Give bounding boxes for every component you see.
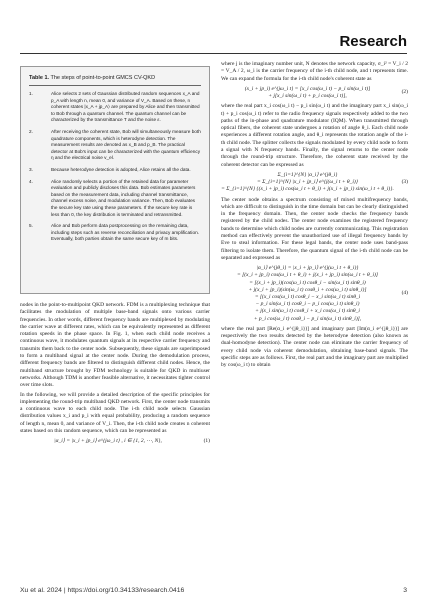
table-1 xyxy=(20,66,210,294)
equation-number: (2) xyxy=(401,89,408,96)
paragraph: where j is the imaginary number unit, N denotes the network capacity, σ_i² = V_i / 2 = V_A / 2, ω_i is the carrier frequency of the i-th child node, and t represents time. We can expand the formula for the i-th child node's coherent state as xyxy=(221,61,408,82)
page-number: 3 xyxy=(403,587,407,594)
step-number: 4. xyxy=(29,178,33,184)
table-title: The steps of point-to-point GMCS CV-QKD xyxy=(50,75,156,81)
header-rule xyxy=(20,53,407,54)
journal-name: Research xyxy=(339,33,407,50)
paragraph: where the real part x_i cos(ω_i t) − p_i sin(ω_i t) and the imaginary part x_i sin(ω_i t) + p_i cos(ω_i t) refer to the radio frequency signals respectively added to the two paths of the in-phase and quadrature modulator (IQM). When transmitted through optical fibers, the coherent state undergoes a rotation of angle θ_i. Each child node experiences a different rotation angle, and θ_i represents the rotation angle of the i-th child node. The splitter collects the signals modulated by every child node to form a signal with N frequency bands. Finally, the signal returns to the center node through the round-trip structure. Therefore, the coherent state received by the coherent detector can be expressed as xyxy=(221,103,408,168)
table-step xyxy=(29,223,201,243)
table-step xyxy=(29,91,201,124)
step-number: 2. xyxy=(29,128,33,134)
equation-body: (x_i + jp_i) e^{jω_i t} = [x_i cos(ω_i t) − p_i sin(ω_i t)] + j[x_i sin(ω_i t) + p_i cos(ω_i t)], xyxy=(244,85,371,100)
table-steps xyxy=(21,91,209,243)
equation-body: |α_i⟩ e^{jθ_i} = |x_i + jp_i⟩ e^{j(ω_i t + θ_i)} = [(x_i + jp_i) cos(ω_i t + θ_i) + j(x_i + jp_i) sin(ω_i t + θ_i)] = [(x_i + jp_i)(cos(ω_i t) cosθ_i − sin(ω_i t) sinθ_i) + j(x_i + jp_i)(sin(ω_i t) cosθ_i + cos(ω_i t) sinθ_i)] = [(x_i cos(ω_i t) cosθ_i − x_i sin(ω_i t) sinθ_i − p_i sin(ω_i t) cosθ_i − p_i cos(ω_i t) sinθ_i) + j(x_i sin(ω_i t) cosθ_i + x_i cos(ω_i t) sinθ_i + p_i cos(ω_i t) cosθ_i − p_i sin(ω_i t) sinθ_i)], xyxy=(237,265,378,322)
paragraph: The center node obtains a spectrum consisting of mixed multifrequency bands, which are difficult to distinguish in the time domain but can be clearly distinguished in the frequency domain. Then, the center node checks the frequency bands registered by the child nodes. The center node examines the registered frequency bands to determine which child nodes are currently communicating. This registration method can effectively prevent the unauthorized use of illegal frequency bands by Eve to steal information. For these legal bands, the center node uses band-pass filtering to isolate them. Therefore, the quantum signal of the i-th child node can be separated and expressed as xyxy=(221,196,408,261)
equation-number: (3) xyxy=(401,179,408,186)
equation-number: (4) xyxy=(401,290,408,297)
table-step xyxy=(29,167,201,174)
step-number: 5. xyxy=(29,223,33,229)
equation-1 xyxy=(20,438,210,445)
step-number: 3. xyxy=(29,166,33,172)
step-text: After receiving the coherent state, Bob will simultaneously measure both quadrature components, which is heterodyne detection. The measurement results are denoted as x_B and p_B. The practical detector at Bob's input can be characterized with the quantum efficiency η and the electrical noise v_el. xyxy=(51,128,201,161)
paragraph: In the following, we will provide a detailed description of the specific principles for implementing the round-trip multiband QKD network. First, the center node transmits a continuous wave to each child node. The i-th child node selects Gaussian distribution values x_i and p_i with equal probability, producing a random sequence of length n, mean 0, and variance of V_i. Then, the i-th child node creates n coherent states based on this random sequence, which can be represented as xyxy=(20,391,210,435)
equation-number: (1) xyxy=(203,438,210,445)
step-number: 1. xyxy=(29,91,33,96)
citation: Xu et al. 2024 | https://doi.org/10.34133/research.0416 xyxy=(20,587,185,594)
table-step xyxy=(29,179,201,219)
equation-4 xyxy=(221,265,408,323)
table-caption xyxy=(29,75,201,81)
paragraph: nodes in the point-to-multipoint QKD network. FDM is a multiplexing technique that facilitates the modulation of multiple base-band signals onto various carrier frequencies. In other words, different frequency bands are multiplexed by modulating the carrier wave at different rates, which can be equivalently represented as different rotation speeds in the phase space. In Fig. 1, when each child node receives a continuous wave, it modulates quantum signals at its respective carrier frequency and transmits them back to the center node. Subsequently, these signals are superimposed to form a multiband signal at the center node. During the demodulation process, different frequency bands are filtered to distinguish different child nodes. Hence, the multiband structure brought by FDM technology is suitable for QKD in multiuser networks. Although TDM is another feasible alternative, it necessitates tighter control over time slots. xyxy=(20,302,210,389)
equation-body: |α_i⟩ = |x_i + jp_i⟩ e^{jω_i t} , i ∈ {1, 2, ⋯, N}, xyxy=(54,438,162,445)
right-column xyxy=(221,61,408,372)
equation-body: Σ_{i=1}^{N} |α_i⟩ e^{jθ_i} = Σ_{i=1}^{N} |x_i + jp_i⟩ e^{j(ω_i t + θ_i)} = Σ_{i=1}^{N} {(x_i + jp_i) cos(ω_i t + θ_i) + j(x_i + jp_i) sin(ω_i t + θ_i)}. xyxy=(221,171,394,193)
left-column xyxy=(20,302,210,449)
step-text: Alice selects 2 sets of Gaussian distributed random sequences x_A and p_A with length n, mean 0, and variance of V_A. Based on these, n coherent states |x_A + jp_A⟩ are prepared by Alice and then transmitted to Bob through a quantum channel. The quantum channel can be characterized by the transmittance T and the noise ε. xyxy=(51,91,200,123)
step-text: Alice randomly selects a portion of the retained data for parameter evaluation and publicly discloses this data. Bob estimates parameters based on the measurement data, including channel transmittance, channel excess noise, and modulation variance. Then, Bob evaluates the secure key rate using these parameters. If the secure key rate is less than 0, the key distribution is terminated and retransmitted. xyxy=(51,178,196,217)
equation-2 xyxy=(221,86,408,100)
table-rule xyxy=(29,85,201,86)
step-text: Because heterodyne detection is adopted, Alice retains all the data. xyxy=(51,166,191,172)
paragraph: where the real part [Re(α_i e^{jθ_i})] and imaginary part [Im(α_i e^{jθ_i})] are respectively the two results detected by the heterodyne detection (also known as dual-homodyne detection). The center node can eliminate the carrier frequency of every child node via coherent demodulation, obtaining base-band signals. The specific steps are as follows. First, the real part and the imaginary part are multiplied by cos(ω_i t) to obtain xyxy=(221,325,408,369)
table-label: Table 1. xyxy=(29,75,50,81)
equation-3 xyxy=(221,172,408,194)
table-step xyxy=(29,129,201,162)
step-text: Alice and Bob perform data postprocessing on the remaining data, including steps such as reverse reconciliation and privacy amplification. Eventually, both parties obtain the same secure key of m bits. xyxy=(51,223,199,242)
